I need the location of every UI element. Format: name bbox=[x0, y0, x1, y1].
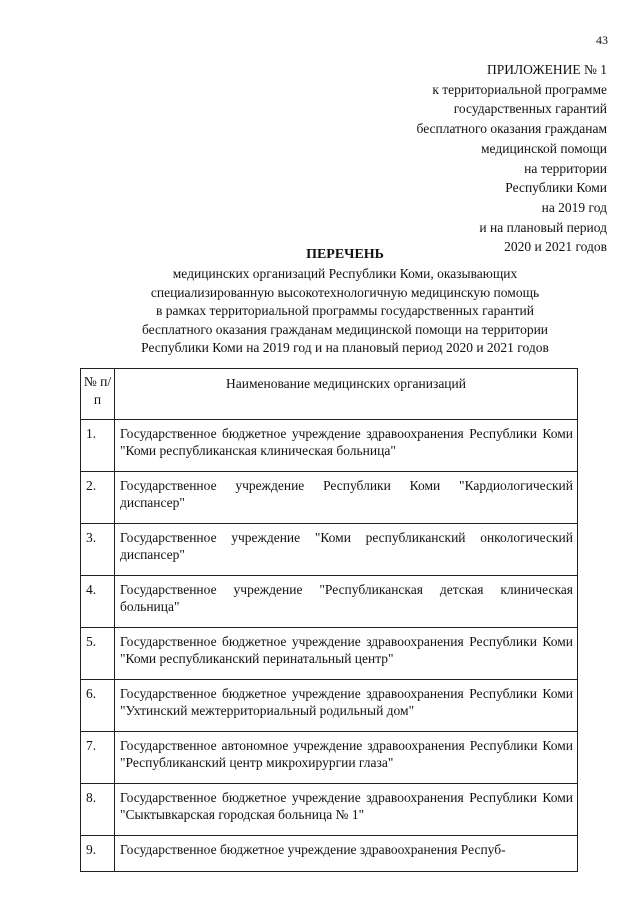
appendix-line: и на плановый период bbox=[479, 219, 607, 235]
table-row bbox=[81, 784, 578, 836]
table-row bbox=[81, 732, 578, 784]
organization-name: Государственное бюджетное учреждение здравоохранения Республики Коми "Сыктывкарская городская больница № 1" bbox=[115, 784, 578, 836]
row-number: 3. bbox=[81, 524, 115, 576]
organizations-table bbox=[80, 368, 578, 872]
appendix-line: ПРИЛОЖЕНИЕ № 1 bbox=[486, 62, 607, 77]
subtitle-line: специализированную высокотехнологичную медицинскую помощь bbox=[150, 284, 540, 300]
organization-name: Государственное бюджетное учреждение здравоохранения Республики Коми "Ухтинский межтерриториальный родильный дом" bbox=[115, 680, 578, 732]
row-number: 8. bbox=[81, 784, 115, 836]
appendix-line: бесплатного оказания гражданам bbox=[416, 121, 607, 137]
table-row bbox=[81, 420, 578, 472]
organization-name: Государственное бюджетное учреждение здравоохранения Республики Коми "Коми республиканская клиническая больница" bbox=[115, 420, 578, 472]
row-number: 4. bbox=[81, 576, 115, 628]
page-number: 43 bbox=[596, 33, 608, 47]
row-number: 6. bbox=[81, 680, 115, 732]
appendix-block bbox=[307, 60, 607, 257]
table-row bbox=[81, 524, 578, 576]
column-header-name: Наименование медицинских организаций bbox=[115, 369, 578, 420]
row-number: 5. bbox=[81, 628, 115, 680]
organization-name: Государственное учреждение Республики Коми "Кардиологический диспансер" bbox=[115, 472, 578, 524]
appendix-line: 2020 и 2021 годов bbox=[504, 239, 607, 255]
appendix-line: на 2019 год bbox=[541, 199, 607, 215]
table-header-row bbox=[81, 369, 578, 420]
appendix-line: медицинской помощи bbox=[481, 140, 607, 156]
subtitle-line: медицинских организаций Республики Коми, оказывающих bbox=[172, 266, 518, 281]
appendix-line: к территориальной программе bbox=[432, 81, 607, 97]
table-row bbox=[81, 576, 578, 628]
organization-name: Государственное бюджетное учреждение здравоохранения Респуб- bbox=[115, 836, 578, 872]
table-row bbox=[81, 836, 578, 872]
document-subtitle bbox=[0, 265, 640, 358]
subtitle-line: в рамках территориальной программы государственных гарантий bbox=[156, 303, 534, 319]
appendix-line: Республики Коми bbox=[505, 180, 607, 196]
organization-name: Государственное учреждение "Республиканская детская клиническая больница" bbox=[115, 576, 578, 628]
row-number: 9. bbox=[81, 836, 115, 872]
table-row bbox=[81, 472, 578, 524]
table-row bbox=[81, 680, 578, 732]
organization-name: Государственное учреждение "Коми республиканский онкологический диспансер" bbox=[115, 524, 578, 576]
appendix-line: государственных гарантий bbox=[453, 101, 607, 117]
column-header-number: № п/п bbox=[81, 369, 115, 420]
subtitle-line: Республики Коми на 2019 год и на плановый период 2020 и 2021 годов bbox=[141, 340, 549, 356]
organization-name: Государственное автономное учреждение здравоохранения Республики Коми "Республиканский центр микрохирургии глаза" bbox=[115, 732, 578, 784]
appendix-line: на территории bbox=[524, 160, 607, 176]
organization-name: Государственное бюджетное учреждение здравоохранения Республики Коми "Коми республиканский перинатальный центр" bbox=[115, 628, 578, 680]
document-heading: ПЕРЕЧЕНЬ bbox=[306, 247, 384, 262]
row-number: 1. bbox=[81, 420, 115, 472]
row-number: 2. bbox=[81, 472, 115, 524]
subtitle-line: бесплатного оказания гражданам медицинской помощи на территории bbox=[141, 321, 549, 337]
table-row bbox=[81, 628, 578, 680]
row-number: 7. bbox=[81, 732, 115, 784]
